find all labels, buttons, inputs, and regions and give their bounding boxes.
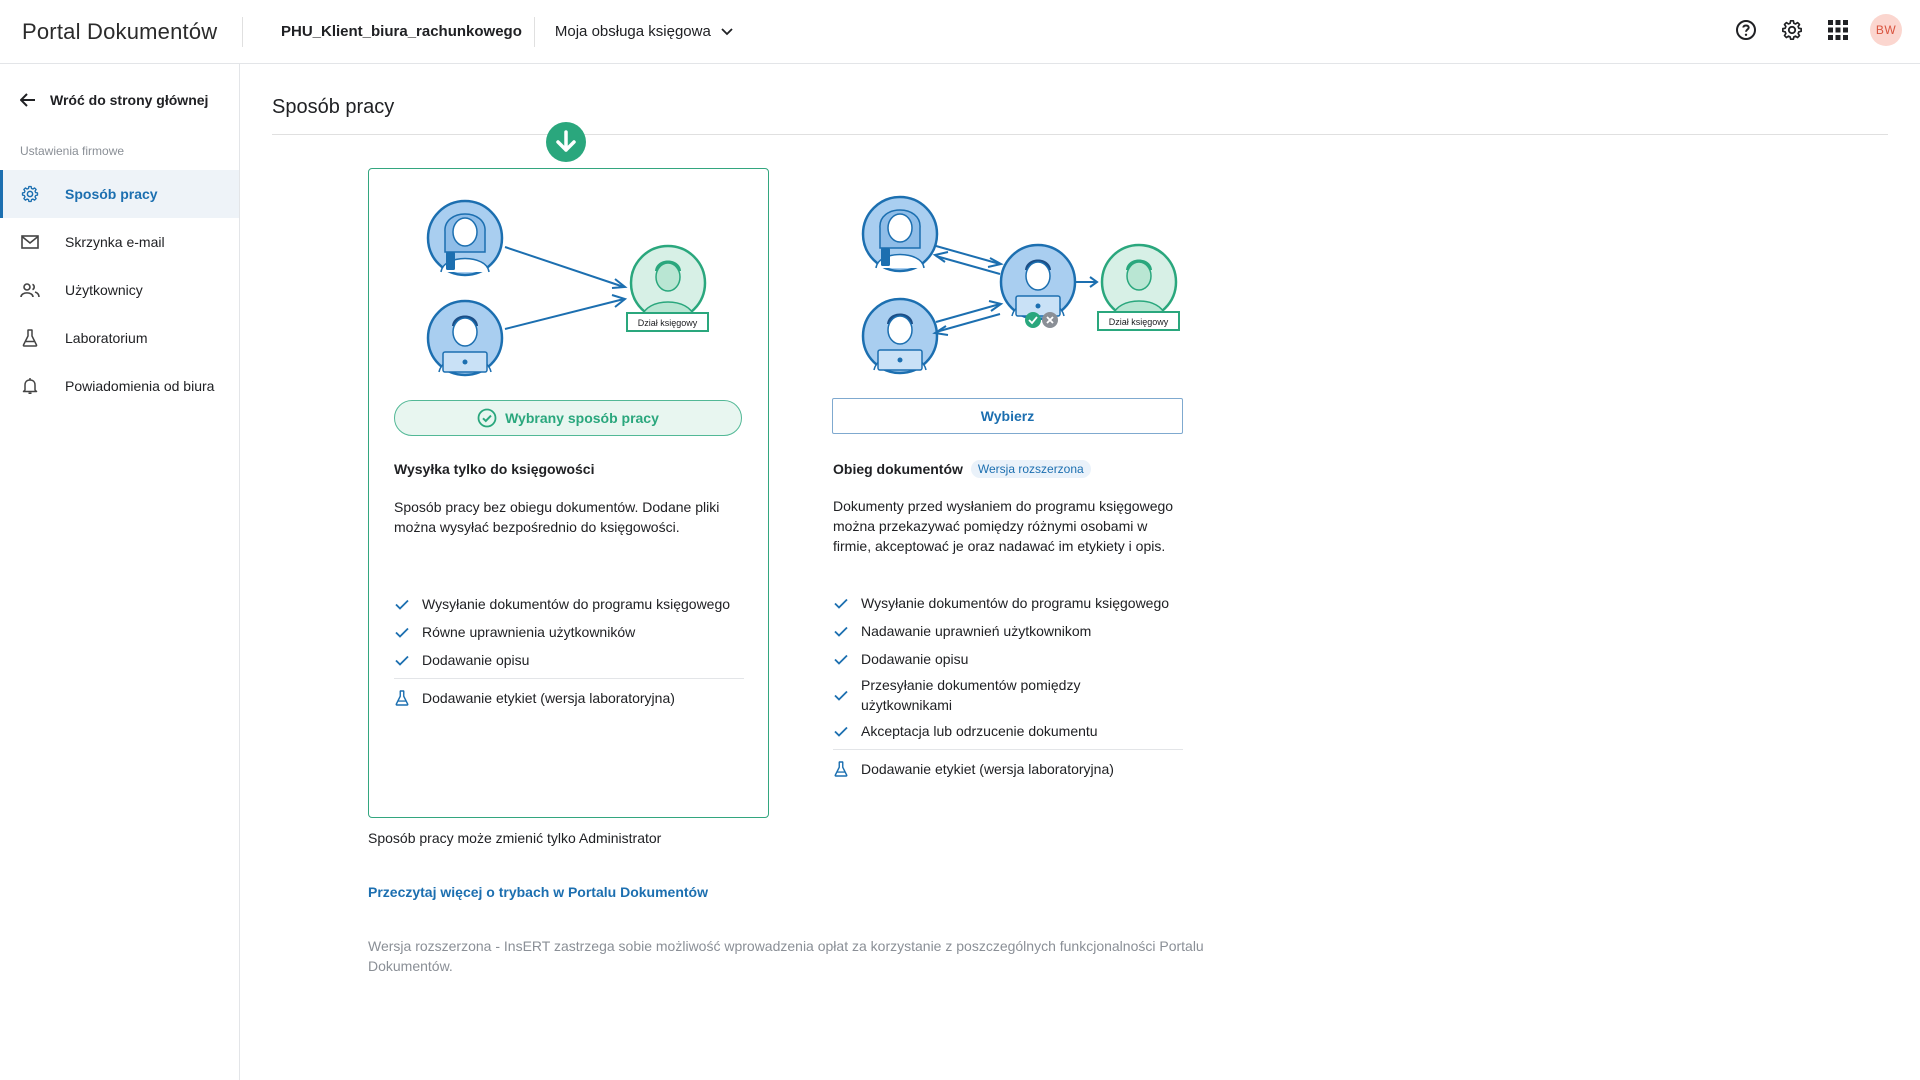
check-icon xyxy=(833,595,849,611)
accounting-only-illustration xyxy=(419,195,719,395)
sidebar-item-label: Skrzynka e-mail xyxy=(65,234,165,250)
extended-version-badge: Wersja rozszerzona xyxy=(971,460,1091,478)
title-divider xyxy=(272,134,1888,135)
sidebar-item-office-notifications[interactable] xyxy=(0,362,239,410)
chevron-down-icon xyxy=(721,28,733,36)
approver-user-icon xyxy=(1001,245,1075,319)
header-actions xyxy=(1732,14,1902,46)
choose-mode-button[interactable]: Wybierz xyxy=(832,398,1183,434)
extended-version-footnote: Wersja rozszerzona - InsERT zastrzega sobie możliwość wprowadzenia opłat za korzystanie z poszczególnych funkcjonalności Portalu Dokumentów. xyxy=(368,938,1204,974)
apps-button[interactable] xyxy=(1824,16,1852,44)
sidebar-item-label: Powiadomienia od biura xyxy=(65,378,215,394)
selected-mode-label: Wybrany sposób pracy xyxy=(505,410,659,426)
flask-icon xyxy=(20,328,40,348)
back-to-home-link[interactable] xyxy=(0,84,239,116)
woman-user-icon xyxy=(428,201,502,275)
check-icon xyxy=(833,723,849,739)
feature-label: Akceptacja lub odrzucenie dokumentu xyxy=(861,723,1098,739)
accounting-department-icon xyxy=(631,246,705,320)
selected-mode-button[interactable] xyxy=(394,400,742,436)
feature-label: Wysyłanie dokumentów do programu księgowego xyxy=(861,595,1170,611)
feature-item xyxy=(394,618,744,646)
header-divider xyxy=(242,17,243,47)
feature-label: Dodawanie etykiet (wersja laboratoryjna) xyxy=(422,689,675,706)
sidebar-item-work-mode[interactable] xyxy=(0,170,239,218)
top-bar xyxy=(0,0,1920,64)
gear-icon xyxy=(1781,19,1803,41)
card-title xyxy=(394,461,594,477)
card-title-text: Wysyłka tylko do księgowości xyxy=(394,461,595,477)
card-description: Sposób pracy bez obiegu dokumentów. Dodane pliki można wysyłać bezpośrednio do księgowości. xyxy=(394,499,720,535)
read-more-link[interactable]: Przeczytaj więcej o trybach w Portalu Dokumentów xyxy=(368,884,708,900)
lab-feature-item xyxy=(394,678,744,712)
card-title-text: Obieg dokumentów xyxy=(833,461,963,477)
lab-feature-item xyxy=(833,749,1183,783)
sidebar xyxy=(0,64,240,1080)
work-mode-card-accounting-only[interactable] xyxy=(368,168,769,818)
help-button[interactable] xyxy=(1732,16,1760,44)
flask-icon xyxy=(394,690,410,706)
sidebar-section-label: Ustawienia firmowe xyxy=(20,144,125,158)
gear-icon xyxy=(20,184,40,204)
accounting-department-label: Dział księgowy xyxy=(637,318,698,328)
accounting-department-icon xyxy=(1102,245,1176,319)
document-flow-illustration xyxy=(828,194,1188,394)
feature-label: Przesyłanie dokumentów pomiędzy użytkownikami xyxy=(861,677,1081,713)
settings-button[interactable] xyxy=(1778,16,1806,44)
feature-item xyxy=(833,673,1183,717)
apps-grid-icon xyxy=(1828,20,1848,40)
app-title[interactable]: Portal Dokumentów xyxy=(22,18,218,44)
feature-label: Nadawanie uprawnień użytkownikom xyxy=(861,623,1092,639)
feature-item xyxy=(833,645,1183,673)
bell-icon xyxy=(20,376,40,396)
feature-label: Dodawanie opisu xyxy=(422,652,530,668)
card-description: Dokumenty przed wysłaniem do programu księgowego można przekazywać pomiędzy różnymi osobami w firmie, akceptować je oraz nadawać im etykiety i opis. xyxy=(833,498,1174,554)
feature-list xyxy=(394,590,744,712)
check-icon xyxy=(394,652,410,668)
sidebar-item-label: Użytkownicy xyxy=(65,282,143,298)
check-circle-icon xyxy=(477,408,497,428)
sidebar-item-email-inbox[interactable] xyxy=(0,218,239,266)
woman-user-icon xyxy=(863,197,937,271)
feature-label: Dodawanie etykiet (wersja laboratoryjna) xyxy=(861,760,1114,777)
check-icon xyxy=(394,624,410,640)
admin-only-note: Sposób pracy może zmienić tylko Administrator xyxy=(368,830,662,846)
help-icon xyxy=(1735,19,1757,41)
company-name: PHU_Klient_biura_rachunkowego xyxy=(281,23,522,40)
sidebar-item-label: Laboratorium xyxy=(65,330,148,346)
header-divider xyxy=(534,17,535,47)
feature-label: Dodawanie opisu xyxy=(861,651,969,667)
feature-item xyxy=(833,617,1183,645)
selected-indicator xyxy=(546,122,586,162)
work-mode-card-document-flow[interactable] xyxy=(808,168,1208,788)
sidebar-item-users[interactable] xyxy=(0,266,239,314)
check-icon xyxy=(833,687,849,703)
feature-item xyxy=(394,590,744,618)
arrow-left-icon xyxy=(20,93,36,107)
sidebar-item-laboratory[interactable] xyxy=(0,314,239,362)
card-title xyxy=(833,460,1091,478)
feature-label: Równe uprawnienia użytkowników xyxy=(422,624,636,640)
feature-list xyxy=(833,589,1183,783)
users-icon xyxy=(20,280,40,300)
check-icon xyxy=(833,623,849,639)
back-link-label: Wróć do strony głównej xyxy=(50,92,209,108)
mail-icon xyxy=(20,232,40,252)
feature-label: Wysyłanie dokumentów do programu księgowego xyxy=(422,596,731,612)
mode-dropdown[interactable] xyxy=(555,23,733,40)
man-user-icon xyxy=(428,301,502,375)
man-user-icon xyxy=(863,299,937,373)
mode-dropdown-label: Moja obsługa księgowa xyxy=(554,23,711,40)
flask-icon xyxy=(833,761,849,777)
user-avatar[interactable]: BW xyxy=(1870,14,1902,46)
page-title: Sposób pracy xyxy=(272,96,395,118)
sidebar-item-label: Sposób pracy xyxy=(65,186,158,202)
feature-item xyxy=(833,717,1183,745)
feature-item xyxy=(833,589,1183,617)
accounting-department-label: Dział księgowy xyxy=(1108,317,1169,327)
check-icon xyxy=(394,596,410,612)
check-icon xyxy=(833,651,849,667)
arrow-down-icon xyxy=(555,130,577,154)
feature-item xyxy=(394,646,744,674)
